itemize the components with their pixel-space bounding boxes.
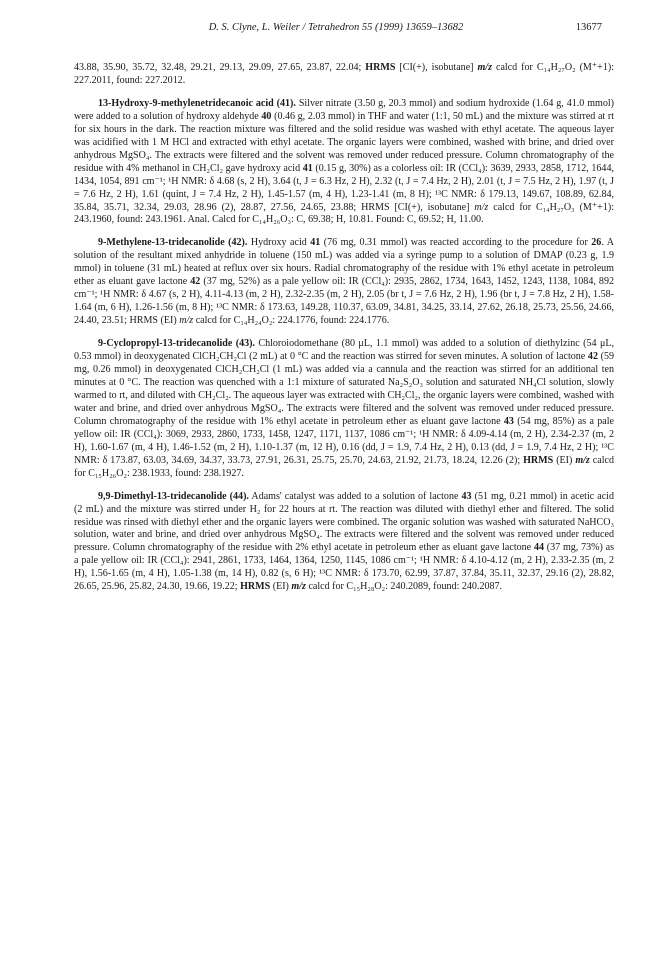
mz-label: m/z	[291, 581, 306, 593]
text-run: Hydroxy acid	[247, 237, 311, 249]
text-run: . A solution of the resultant mixed anhydride in toluene (150 mL) was added via a syringe pump to a solution of DMAP (0.23 g, 1.9 mmol) in toluene (31 mL) heated at reflux over six hours. Radial chromatography of the residue with 1% ethyl acetate in petroleum ether as eluant gave lactone	[74, 237, 614, 288]
text-run: (54 mg, 85%) as a pale yellow oil: IR (CCl₄): 3069, 2933, 2860, 1733, 1458, 1247, 1171, 1137, 1086 cm⁻¹; ¹H NMR: δ 4.09-4.14 (m, 2 H), 2.34-2.37 (m, 2 H), 1.60-1.67 (m, 4 H), 1.46-1.52 (m, 2 H), 1.10-1.37 (m, 12 H), 0.16 (dd, J = 1.9, 7.4 Hz, 2 H), 0.13 (dd, J = 1.9, 7.4 Hz, 2 H); ¹³C NMR: δ 173.87, 63.03, 34.69, 34.37, 33.73, 27.91, 26.31, 25.75, 25.70, 24.63, 21.92, 21.73, 18.24, 12.26 (2);	[74, 415, 614, 466]
compound-heading: 9-Cyclopropyl-13-tridecanolide (43).	[98, 338, 255, 350]
text-run: (EI)	[270, 581, 292, 593]
text-run: (EI)	[553, 454, 576, 466]
text-run: (37 mg, 73%) as a pale yellow oil: IR (CCl₄): 2941, 2861, 1733, 1464, 1364, 1250, 1145, 1086 cm⁻¹; ¹H NMR: δ 4.10-4.12 (m, 2 H), 2.33-2.35 (m, 2 H), 1.56-1.65 (m, 4 H), 1.05-1.38 (m, 14 H), 0.82 (s, 6 H); ¹³C NMR: δ 173.70, 62.99, 37.87, 37.84, 35.11, 32.37, 29.16 (2), 28.82, 26.65, 25.96, 25.82, 24.30, 19.66, 19.22;	[74, 542, 614, 593]
compound-heading: 13-Hydroxy-9-methylenetridecanoic acid (41).	[98, 97, 296, 109]
compound-ref: 43	[503, 415, 514, 427]
text-run: calcd for C₁₄H₂₄O₂: 224.1776, found: 224.1776.	[193, 315, 390, 327]
text-run: 43.88, 35.90, 35.72, 32.48, 29.21, 29.13, 29.09, 27.65, 23.87, 22.04;	[74, 62, 366, 73]
text-run: (0.15 g, 30%) as a colorless oil: IR (CCl₄): 3639, 2933, 2858, 1712, 1644, 1434, 1054, 891 cm⁻¹; ¹H NMR: δ 4.68 (s, 2 H), 3.64 (t, J = 6.3 Hz, 2 H), 2.32 (t, J = 7.4 Hz, 2 H), 2.01 (t, J = 7.5 Hz, 2 H), 1.97 (t, J = 7.6 Hz, 2 H), 1.61 (quint, J = 7.4 Hz, 2 H), 1.45-1.57 (m, 4 H), 1.23-1.41 (m, 8 H); ¹³C NMR: δ 179.13, 149.67, 108.89, 62.84, 35.84, 35.71, 32.34, 29.03, 28.96 (2), 28.87, 27.56, 24.65, 23.88; HRMS [CI(+), isobutane]	[74, 162, 614, 213]
hrms-label: HRMS	[240, 581, 271, 593]
text-run: (37 mg, 52%) as a pale yellow oil: IR (CCl₄): 2935, 2862, 1734, 1643, 1452, 1243, 1138, 1084, 892 cm⁻¹; ¹H NMR: δ 4.67 (s, 2 H), 4.11-4.13 (m, 2 H), 2.32-2.35 (m, 2 H), 2.05 (br t, J = 7.6 Hz, 2 H), 1.96 (br t, J = 7.8 Hz, 2 H), 1.58-1.64 (m, 6 H), 1.26-1.56 (m, 8 H); ¹³C NMR: δ 173.63, 149.28, 110.37, 63.09, 34.81, 34.25, 33.14, 27.62, 26.18, 25.73, 25.56, 24.66, 24.40, 23.51; HRMS (EI)	[74, 276, 614, 327]
text-run: Silver nitrate (3.50 g, 20.3 mmol) and sodium hydroxide (1.64 g, 41.0 mmol) were added to a solution of hydroxy aldehyde	[74, 97, 614, 122]
compound-ref: 42	[190, 276, 201, 288]
hrms-label: HRMS	[365, 62, 396, 73]
compound-ref: 43	[461, 490, 472, 502]
body-text	[74, 62, 614, 594]
text-run: calcd for C₁₅H₂₈O₂: 240.2089, found: 240.2087.	[305, 581, 503, 593]
compound-ref: 41	[302, 162, 313, 174]
text-run: calcd for C₁₄H₂₇O₃ (M⁺+1): 243.1960, found: 243.1961. Anal. Calcd for C₁₄H₂₆O₃: C, 69.38; H, 10.81. Found: C, 69.52; H, 11.00.	[74, 201, 614, 226]
compound-ref: 42	[587, 351, 598, 363]
hrms-label: HRMS	[523, 454, 554, 466]
text-run: (76 mg, 0.31 mmol) was reacted according to the procedure for	[320, 237, 592, 249]
text-run: calcd for C₁₅H₂₆O₂: 238.1933, found: 238.1927.	[74, 454, 614, 479]
running-header-citation: D. S. Clyne, L. Weiler / Tetrahedron 55 (1999) 13659–13682	[208, 22, 464, 33]
paragraph-compound-43	[74, 338, 614, 480]
paragraph-compound-41	[74, 98, 614, 228]
running-header	[0, 22, 672, 38]
mz-label: m/z	[179, 315, 194, 327]
paragraph-compound-44	[74, 491, 614, 595]
text-run: (0.46 g, 2.03 mmol) in THF and water (1:1, 50 mL) and the mixture was stirred at rt for six hours in the dark. The reaction mixture was filtered and the solid residue was washed with ethyl acetate. The aqueous layer was acidified with 1 M HCl and extracted with ethyl acetate. The organic layers were combined, washed with brine, and dried over anhydrous MgSO₄. The extracts were filtered and the solvent was removed under reduced pressure. Column chromatography of the residue with 4% methanol in CH₂Cl₂ gave hydroxy acid	[74, 110, 614, 174]
mz-label: m/z	[477, 62, 493, 73]
mz-label: m/z	[474, 201, 489, 213]
paragraph-continued	[74, 62, 614, 88]
page-number: 13677	[575, 22, 602, 33]
text-run: Adams' catalyst was added to a solution of lactone	[248, 490, 462, 502]
text-run: Chloroiodomethane (80 μL, 1.1 mmol) was added to a solution of diethylzinc (54 μL, 0.53 mmol) in deoxygenated ClCH₂CH₂Cl (2 mL) at 0 °C and the reaction was stirred for seven minutes. A solution of lactone	[74, 338, 614, 363]
compound-ref: 41	[310, 237, 321, 249]
text-run: (51 mg, 0.21 mmol) in acetic acid (2 mL) and the mixture was stirred under H₂ for 22 hours at rt. The reaction was diluted with diethyl ether and filtered. The solid residue was rinsed with diethyl ether and the organic layers were combined. The organic solution was washed with saturated NaHCO₃ solution, water and brine, and dried over anhydrous MgSO₄. The extracts were filtered and the solvent was removed under reduced pressure. Column chromatography of the residue with 2% ethyl acetate in petroleum ether as eluant gave lactone	[74, 490, 614, 554]
compound-ref: 26	[591, 237, 602, 249]
compound-heading: 9,9-Dimethyl-13-tridecanolide (44).	[98, 490, 249, 502]
compound-ref: 40	[261, 110, 272, 122]
text-run: calcd for C₁₄H₂₇O₂ (M⁺+1): 227.2011, found: 227.2012.	[74, 62, 614, 86]
compound-ref: 44	[533, 542, 544, 554]
compound-heading: 9-Methylene-13-tridecanolide (42).	[98, 237, 248, 249]
text-run: (59 mg, 0.26 mmol) in deoxygenated ClCH₂CH₂Cl (1 mL) was added via a cannula and the reaction was stirred for an additional ten minutes at 0 °C. The reaction was quenched with a 1:1 mixture of saturated Na₂S₂O₃ solution and saturated NH₄Cl solution, slowly warmed to rt, and diluted with CH₂Cl₂. The aqueous layer was extracted with CH₂Cl₂, the organic layers were combined, washed with water and brine, and dried over anhydrous MgSO₄. The extracts were filtered and the solvent was removed under reduced pressure. Column chromatography of the residue with 1% ethyl acetate in petroleum ether as eluant gave lactone	[74, 351, 615, 427]
mz-label: m/z	[575, 454, 590, 466]
text-run: [CI(+), isobutane]	[395, 62, 478, 73]
paragraph-compound-42	[74, 237, 614, 328]
